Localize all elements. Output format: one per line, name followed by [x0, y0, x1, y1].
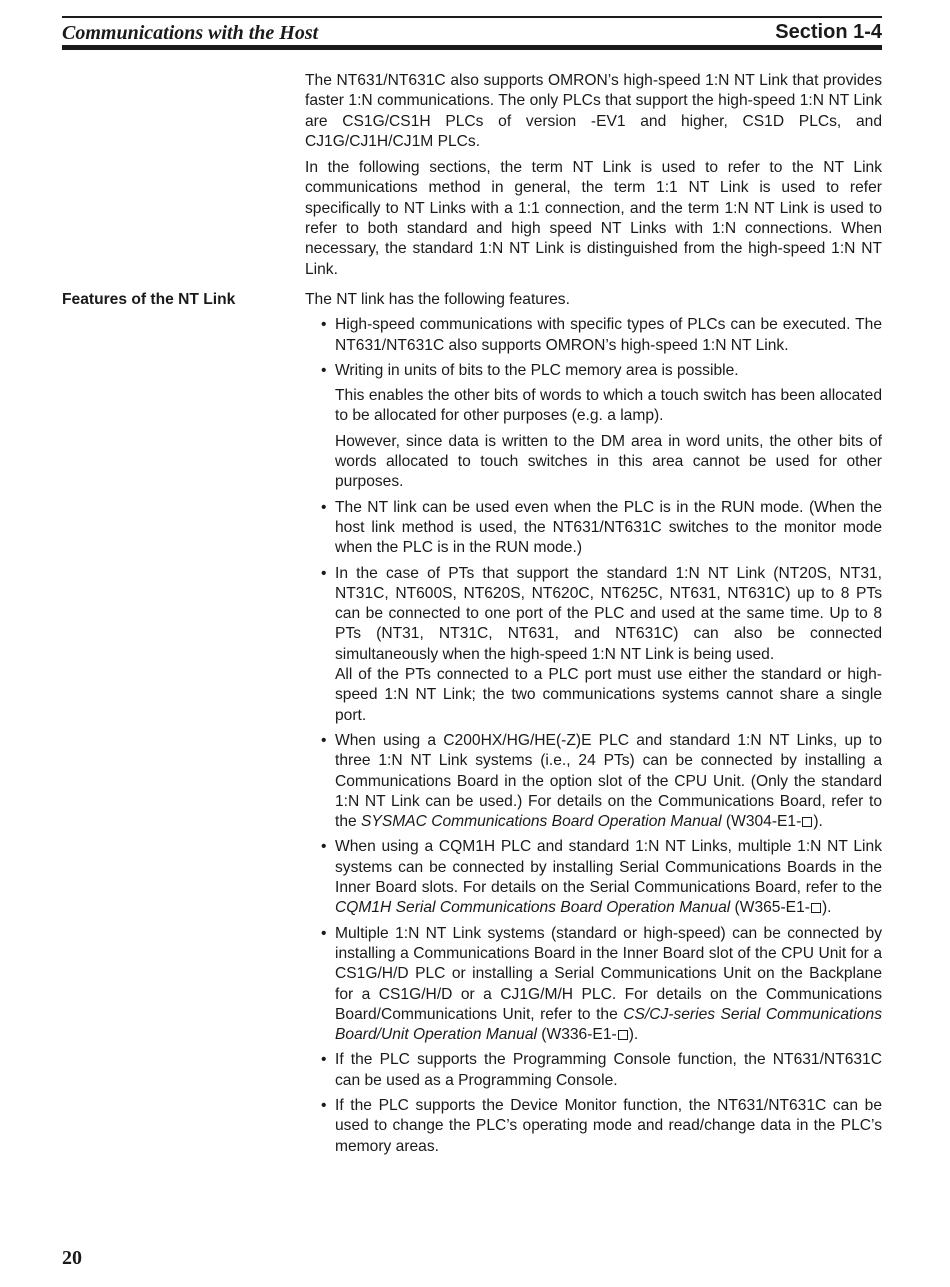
features-heading: Features of the NT Link	[62, 291, 236, 308]
list-item-text-part: When using a C200HX/HG/HE(-Z)E PLC and standard 1:N NT Links, up to three 1:N NT Link systems (i.e., 24 PTs) can be connected by installing a Communications Board in the option slot of the CPU Unit. (Only the standard 1:N NT Link can be used.) For details on the Communications Board, refer to the	[335, 731, 882, 831]
section-number: Section 1-4	[775, 21, 882, 43]
list-item	[305, 731, 882, 832]
list-item	[305, 1050, 882, 1091]
list-item-text: If the PLC supports the Device Monitor function, the NT631/NT631C can be used to change the PLC’s operating mode and read/change data in the PLC’s memory areas.	[335, 1096, 882, 1155]
list-item-text: In the case of PTs that support the standard 1:N NT Link (NT20S, NT31, NT31C, NT600S, NT620S, NT620C, NT625C, NT631, NT631C) up to 8 PTs can be connected to one port of the PLC and used at the same time. Up to 8 PTs (NT31, NT31C, NT631, and NT631C) can also be connected simultaneously when the high-speed 1:N NT Link is being used.	[335, 564, 882, 663]
features-list	[305, 315, 882, 1157]
list-item	[305, 564, 882, 726]
intro-paragraph-1: The NT631/NT631C also supports OMRON’s high-speed 1:N NT Link that provides faster 1:N communications. The only PLCs that support the high-speed 1:N NT Link are CS1G/CS1H PLCs of version -EV1 and higher, CS1D PLCs, and CJ1G/CJ1H/CJ1M PLCs.	[305, 72, 882, 150]
page-header	[62, 16, 882, 50]
list-item-text-part: Multiple 1:N NT Link systems (standard or high-speed) can be connected by installing a Communications Board in the Inner Board slot of the CPU Unit for a CS1G/H/D PLC or installing a Serial Communications Unit on the Backplane for a CS1G/H/D or a CJ1G/M/H PLC. For details on the Communications Board/Communications Unit, refer to the	[335, 924, 882, 1023]
list-item-text	[335, 732, 882, 830]
manual-title: CS/CJ-series Serial Communications Board/Unit Operation Manual	[335, 1005, 882, 1044]
manual-code: (W365-E1-	[730, 899, 810, 917]
chapter-title: Communications with the Host	[62, 22, 319, 44]
list-item-text-part: When using a CQM1H PLC and standard 1:N NT Links, multiple 1:N NT Link systems can be connected by installing Serial Communications Boards in the Inner Board slots. For details on the Serial Communications Board, refer to the	[335, 838, 882, 897]
intro-block	[305, 71, 882, 286]
manual-code-end: ).	[821, 899, 832, 917]
square-placeholder-icon	[802, 817, 812, 827]
list-item-text	[335, 925, 882, 1043]
bullet-icon: •	[321, 1051, 327, 1069]
bullet-icon: •	[321, 924, 327, 942]
bullet-icon: •	[321, 564, 327, 582]
bullet-icon: •	[321, 731, 327, 749]
list-item	[305, 837, 882, 918]
list-item-detail: However, since data is written to the DM area in word units, the other bits of words allocated to touch switches in this area cannot be used for other purposes.	[335, 432, 882, 491]
list-item	[305, 315, 882, 356]
list-item-detail: All of the PTs connected to a PLC port must use either the standard or high-speed 1:N NT Link; the two communications systems cannot share a single port.	[335, 666, 882, 724]
list-item-text: The NT link can be used even when the PLC is in the RUN mode. (When the host link method is used, the NT631/NT631C switches to the monitor mode when the PLC is in the RUN mode.)	[335, 498, 882, 557]
list-item-text: Writing in units of bits to the PLC memory area is possible.	[335, 361, 739, 379]
manual-title: CQM1H Serial Communications Board Operation Manual	[335, 899, 731, 917]
manual-title: SYSMAC Communications Board Operation Manual	[361, 813, 722, 831]
square-placeholder-icon	[618, 1030, 628, 1040]
features-section	[305, 290, 882, 1162]
manual-code: (W336-E1-	[536, 1026, 617, 1044]
bullet-icon: •	[321, 316, 327, 334]
list-item-text: If the PLC supports the Programming Console function, the NT631/NT631C can be used as a Programming Console.	[335, 1051, 882, 1089]
list-item-detail: This enables the other bits of words to which a touch switch has been allocated to be allocated for other purposes (e.g. a lamp).	[335, 387, 882, 425]
features-intro: The NT link has the following features.	[305, 291, 570, 308]
manual-code-end: ).	[628, 1026, 639, 1044]
list-item-text: High-speed communications with specific types of PLCs can be executed. The NT631/NT631C also supports OMRON’s high-speed 1:N NT Link.	[335, 316, 882, 354]
bullet-icon: •	[321, 361, 327, 379]
list-item-text	[335, 838, 882, 916]
list-item	[305, 924, 882, 1046]
page-number: 20	[62, 1247, 82, 1269]
square-placeholder-icon	[811, 903, 821, 913]
list-item	[305, 498, 882, 559]
bullet-icon: •	[321, 498, 327, 516]
bullet-icon: •	[321, 1096, 327, 1114]
intro-paragraph-2: In the following sections, the term NT Link is used to refer to the NT Link communications method in general, the term 1:1 NT Link is used to refer specifically to NT Links with a 1:1 connection, and the term 1:N NT Link is used to refer to both standard and high speed NT Links with 1:N connections. When necessary, the standard 1:N NT Link is distinguished from the high-speed 1:N NT Link.	[305, 159, 882, 278]
list-item	[305, 1096, 882, 1157]
manual-code-end: ).	[813, 813, 823, 831]
bullet-icon: •	[321, 838, 327, 856]
list-item	[305, 361, 882, 493]
manual-code: (W304-E1-	[721, 813, 802, 831]
